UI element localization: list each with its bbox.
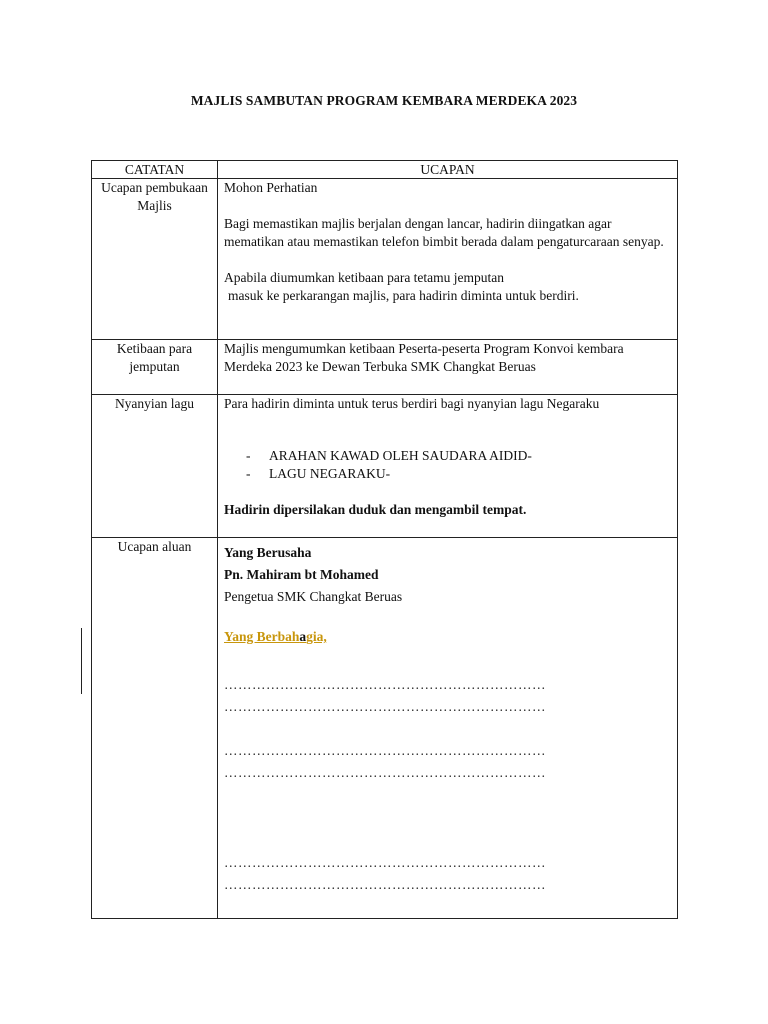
table-row (92, 179, 678, 340)
salutation-part: a (299, 629, 307, 644)
text-line: masuk ke perkarangan majlis, para hadirin diminta untuk berdiri. (228, 288, 579, 303)
dotted-line: …………………………………………………………… (224, 877, 546, 892)
dotted-line: …………………………………………………………… (224, 855, 546, 870)
row-content (218, 340, 678, 395)
document-title: MAJLIS SAMBUTAN PROGRAM KEMBARA MERDEKA 2023 (190, 93, 578, 108)
table-row (92, 340, 678, 395)
row-note: Nyanyian lagu (92, 395, 218, 538)
row-note: Ucapan aluan (92, 538, 218, 919)
dotted-line: …………………………………………………………… (224, 699, 546, 714)
program-table (91, 160, 678, 919)
row-content (218, 395, 678, 538)
list-item: - ARAHAN KAWAD OLEH SAUDARA AIDID- (246, 447, 671, 465)
text-line: Para hadirin diminta untuk terus berdiri bagi nyanyian lagu Negaraku (224, 396, 600, 411)
table-header-row (92, 161, 678, 179)
text-line: Pengetua SMK Changkat Beruas (224, 589, 403, 604)
salutation-line (224, 626, 671, 648)
text-line-bold: Hadirin dipersilakan duduk dan mengambil tempat. (224, 502, 527, 517)
dotted-line: …………………………………………………………… (224, 743, 546, 758)
text-line: Mohon Perhatian (224, 180, 318, 195)
margin-change-bar (81, 628, 82, 694)
text-line: Apabila diumumkan ketibaan para tetamu jemputan (224, 270, 505, 285)
text-line-bold: Yang Berusaha (224, 545, 312, 560)
dotted-line: …………………………………………………………… (224, 765, 546, 780)
dash-list (224, 447, 671, 483)
dotted-line: …………………………………………………………… (224, 677, 546, 692)
header-ucapan: UCAPAN (218, 161, 678, 179)
salutation-part: Yang Berbah (224, 629, 300, 644)
header-catatan: CATATAN (92, 161, 218, 179)
salutation-part: gia, (306, 629, 327, 644)
row-content (218, 179, 678, 340)
table-row (92, 538, 678, 919)
text-line-bold: Pn. Mahiram bt Mohamed (224, 567, 379, 582)
row-note: Ketibaan para jemputan (92, 340, 218, 395)
text-line: Bagi memastikan majlis berjalan dengan lancar, hadirin diingatkan agar mematikan atau memastikan telefon bimbit berada dalam pengaturcaraan senyap. (224, 216, 664, 249)
list-item: - LAGU NEGARAKU- (246, 465, 671, 483)
text-line: Majlis mengumumkan ketibaan Peserta-peserta Program Konvoi kembara Merdeka 2023 ke Dewan Terbuka SMK Changkat Beruas (224, 341, 624, 374)
row-note: Ucapan pembukaan Majlis (92, 179, 218, 340)
table-row (92, 395, 678, 538)
row-content (218, 538, 678, 919)
